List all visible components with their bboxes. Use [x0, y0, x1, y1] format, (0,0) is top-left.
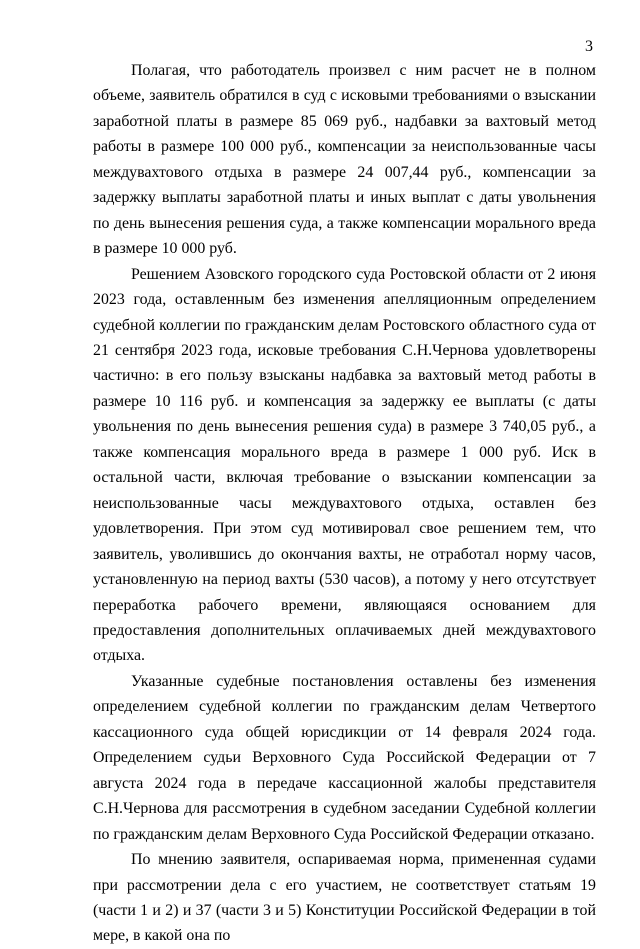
document-body [93, 58, 596, 949]
page-number: 3 [585, 38, 593, 55]
paragraph-claims: Полагая, что работодатель произвел с ним расчет не в полном объеме, заявитель обратился в суд с исковыми требованиями о взыскании заработной платы в размере 85 069 руб., надбавки за вахтовый метод работы в размере 100 000 руб., компенсации за неиспользованные часы междувахтового отдыха в размере 24 007,44 руб., компенсации за задержку выплаты заработной платы и иных выплат с даты увольнения по день вынесения решения суда, а также компенсации морального вреда в размере 10 000 руб. [93, 62, 596, 258]
paragraph-first-instance-decision: Решением Азовского городского суда Ростовской области от 2 июня 2023 года, оставленным без изменения апелляционным определением судебной коллегии по гражданским делам Ростовского областного суда от 21 сентября 2023 года, исковые требования С.Н.Чернова удовлетворены частично: в его пользу взысканы надбавка за вахтовый метод работы в размере 10 116 руб. и компенсация за задержку ее выплаты (с даты увольнения по день вынесения решения суда) в размере 3 740,05 руб., а также компенсация морального вреда в размере 1 000 руб. Иск в остальной части, включая требование о взыскании компенсации за неиспользованные часы междувахтового отдыха, оставлен без удовлетворения. При этом суд мотивировал свое решением тем, что заявитель, уволившись до окончания вахты, не отработал норму часов, установленную на период вахты (530 часов), а потому у него отсутствует переработка рабочего времени, являющаяся основанием для предоставления дополнительных оплачиваемых дней междувахтового отдыха. [93, 265, 596, 665]
paragraph-applicant-position: По мнению заявителя, оспариваемая норма, примененная судами при рассмотрении дела с его участием, не соответствует статьям 19 (части 1 и 2) и 37 (части 3 и 5) Конституции Российской Федерации в той мере, в какой она по [93, 851, 596, 945]
paragraph-cassation-refusal: Указанные судебные постановления оставлены без изменения определением судебной коллегии по гражданским делам Четвертого кассационного суда общей юрисдикции от 14 февраля 2024 года. Определением судьи Верховного Суда Российской Федерации от 7 августа 2024 года в передаче кассационной жалобы представителя С.Н.Чернова для рассмотрения в судебном заседании Судебной коллегии по гражданским делам Верховного Суда Российской Федерации отказано. [93, 672, 596, 843]
